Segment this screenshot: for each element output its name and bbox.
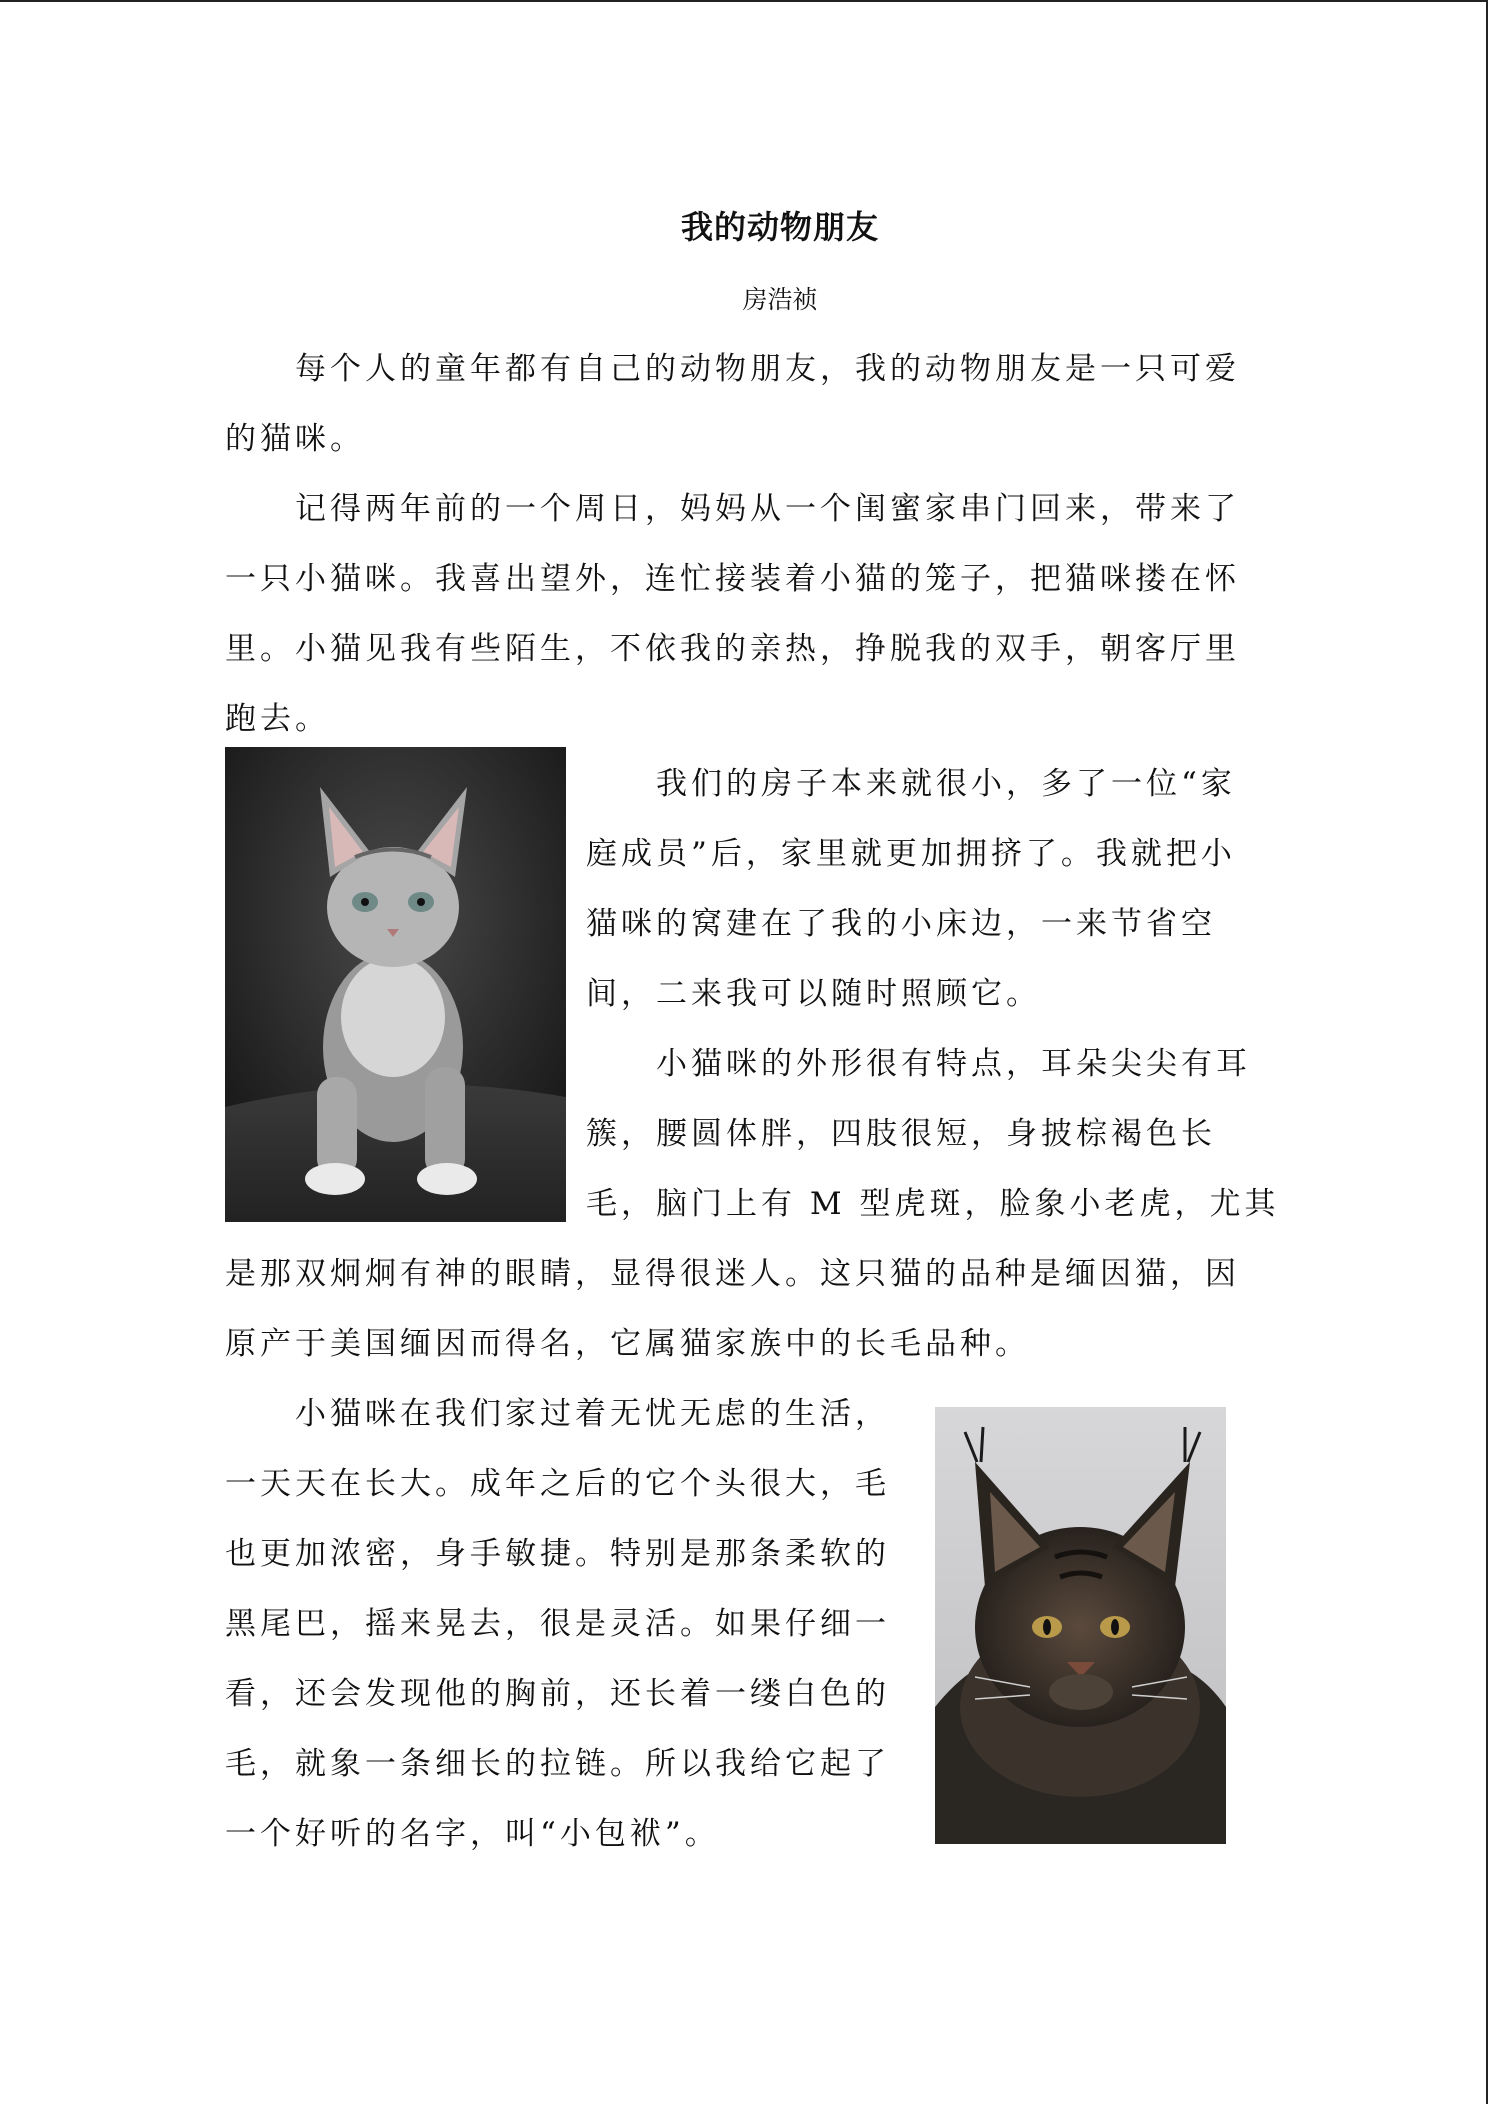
paragraph-line: 一只小猫咪。我喜出望外，连忙接装着小猫的笼子，把猫咪搂在怀 xyxy=(225,561,1240,597)
paragraph-line: 一天天在长大。成年之后的它个头很大，毛 xyxy=(225,1466,890,1502)
paragraph-line: 里。小猫见我有些陌生，不依我的亲热，挣脱我的双手，朝客厅里 xyxy=(225,631,1240,667)
paragraph-2 xyxy=(225,474,1240,754)
paragraph-line: 看，还会发现他的胸前，还长着一缕白色的 xyxy=(225,1676,890,1712)
document-author: 房浩祯 xyxy=(742,285,818,314)
paragraph-line: 间，二来我可以随时照顾它。 xyxy=(586,976,1041,1012)
paragraph-line: 也更加浓密，身手敏捷。特别是那条柔软的 xyxy=(225,1536,890,1572)
paragraph-line: 每个人的童年都有自己的动物朋友，我的动物朋友是一只可爱 xyxy=(295,351,1240,387)
paragraph-5 xyxy=(225,1379,890,1869)
paragraph-line: 一个好听的名字，叫“小包袱”。 xyxy=(225,1816,720,1852)
paragraph-line: 记得两年前的一个周日，妈妈从一个闺蜜家串门回来，带来了 xyxy=(295,491,1240,527)
paragraph-line: 庭成员”后，家里就更加拥挤了。我就把小 xyxy=(586,836,1236,872)
paragraph-line: 原产于美国缅因而得名，它属猫家族中的长毛品种。 xyxy=(225,1326,1030,1362)
paragraph-line: 黑尾巴，摇来晃去，很是灵活。如果仔细一 xyxy=(225,1606,890,1642)
paragraph-1 xyxy=(225,334,1240,474)
paragraph-line: 小猫咪的外形很有特点，耳朵尖尖有耳 xyxy=(656,1046,1251,1082)
paragraph-3 xyxy=(586,749,1236,1029)
document-title: 我的动物朋友 xyxy=(680,208,879,246)
paragraph-4-part-a xyxy=(586,1029,1279,1239)
paragraph-line: 的猫咪。 xyxy=(225,421,365,457)
paragraph-line: 是那双炯炯有神的眼睛，显得很迷人。这只猫的品种是缅因猫，因 xyxy=(225,1256,1240,1292)
paragraph-line: 毛，脑门上有 M 型虎斑，脸象小老虎，尤其 xyxy=(586,1186,1280,1222)
adult-cat-photo xyxy=(935,1407,1226,1844)
paragraph-line: 簇，腰圆体胖，四肢很短，身披棕褐色长 xyxy=(586,1116,1216,1152)
paragraph-line: 小猫咪在我们家过着无忧无虑的生活， xyxy=(295,1396,890,1432)
kitten-photo xyxy=(225,747,566,1222)
paragraph-line: 毛，就象一条细长的拉链。所以我给它起了 xyxy=(225,1746,890,1782)
paragraph-line: 猫咪的窝建在了我的小床边，一来节省空 xyxy=(586,906,1216,942)
adult-cat-photo-icon xyxy=(935,1407,1226,1844)
kitten-photo-icon xyxy=(225,747,566,1222)
paragraph-line: 跑去。 xyxy=(225,701,330,737)
paragraph-line: 我们的房子本来就很小，多了一位“家 xyxy=(656,766,1236,802)
paragraph-4-part-b xyxy=(225,1239,1240,1379)
